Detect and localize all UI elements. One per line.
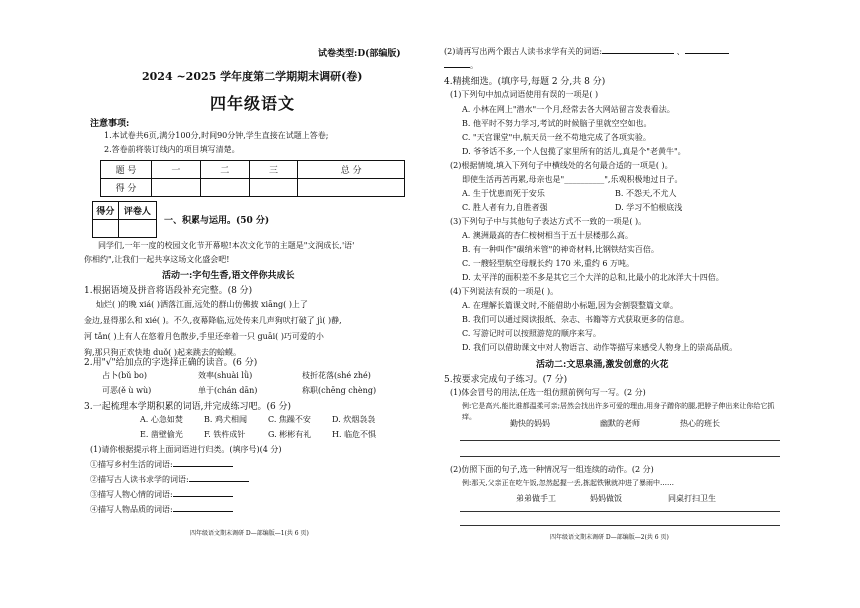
q4-2-option[interactable]: B. 不怨天,不尤人 (615, 189, 677, 198)
q1-line2: 金边,显得那么和 xié( )。不久,夜幕降临,远处传来几声狗吠打破了 jì( )静, (84, 316, 342, 325)
score-cell[interactable] (152, 179, 201, 197)
answer-line[interactable] (460, 456, 780, 457)
score-table-header: 一 (152, 161, 201, 179)
score-cell[interactable] (249, 179, 298, 197)
page-footer-1: 四年级语文期末调研 D—部编版—1(共 6 页) (190, 530, 309, 537)
q3-word: F. 铁杵成针 (204, 430, 246, 439)
answer-blank[interactable] (173, 511, 233, 512)
q3-2-instruction: (2)请再写出两个跟古人读书求学有关的词语: 、 (444, 46, 729, 57)
answer-blank[interactable] (602, 53, 674, 54)
note-1: 1.本试卷共6页,满分100分,时间90分钟,学生直接在试题上答卷; (104, 131, 329, 140)
q2-item[interactable]: 枝折花落(shé zhé) (302, 371, 371, 380)
q3-word: D. 炊烟袅袅 (332, 415, 376, 424)
q4-3-option[interactable]: D. 太平洋的面积差不多是其它三个大洋的总和,比最小的北冰洋大十四倍。 (462, 273, 724, 282)
grader-label: 评卷人 (118, 202, 156, 220)
question-5: 5.按要求完成句子练习。(7 分) (444, 375, 568, 385)
q3-word: B. 鸡犬相闻 (204, 415, 247, 424)
q5-1-choice[interactable]: 勤快的妈妈 (510, 419, 550, 428)
q3-word: C. 焦躁不安 (268, 415, 311, 424)
q4-3-option[interactable]: A. 澳洲最高的杏仁桉树相当于五十层楼那么高。 (462, 231, 633, 240)
q4-4-option[interactable]: C. 写游记时可以按照游览的顺序来写。 (462, 329, 601, 338)
part1-intro-line2: 你相约",让我们一起共享这场文化盛会吧! (84, 255, 230, 264)
q5-1-example: 例:它是高兴,能比谁都温柔可亲;居然会找出许多可爱的理由,用身子蹭你的腿,把脖子伸出来让你给它抓痒。 (462, 402, 775, 421)
q5-2-choice[interactable]: 弟弟做手工 (516, 494, 556, 503)
q4-2-option[interactable]: C. 胜人者有力,自胜者强 (462, 203, 548, 212)
q4-1-option[interactable]: D. 爷爷话不多,一个人包揽了家里所有的活儿,真是个"老黄牛"。 (462, 147, 686, 156)
q2-item[interactable]: 单于(chán dān) (198, 386, 258, 395)
score-cell[interactable] (200, 179, 249, 197)
q4-4-option[interactable]: D. 我们可以借助课文中对人物语言、动作等描写来感受人物身上的崇高品质。 (462, 343, 738, 352)
question-3: 3.一起梳理本学期积累的词语,并完成练习吧。(6 分) (84, 402, 292, 412)
q3-1-item: ④描写人物品质的词语: (90, 504, 233, 515)
q3-2-tail: 。 (444, 60, 478, 71)
q1-line4: 狗,那只狗正欢快地 duǒ( )起来跳去的蛤蟆。 (84, 348, 241, 357)
page-footer-2: 四年级语文期末调研 D—部编版—2(共 6 页) (550, 534, 669, 541)
q4-4-option[interactable]: B. 我们可以通过阅读报纸、杂志、书籍等方式获取更多的信息。 (462, 315, 689, 324)
note-2: 2.答卷前将装订线内的项目填写清楚。 (104, 145, 240, 154)
q5-2-choice[interactable]: 同桌打扫卫生 (668, 494, 716, 503)
exam-page-1 (80, 0, 425, 608)
answer-line[interactable] (460, 511, 780, 512)
score-cell[interactable] (298, 179, 405, 197)
q2-item[interactable]: 效率(shuài lǜ) (198, 371, 253, 380)
q3-1-instruction: (1)请你根据提示将上面词语进行归类。(填序号)(4 分) (90, 445, 282, 454)
q4-2-stem: 即使生活再苦再累,母亲也是"__________",乐观积极地过日子。 (462, 175, 683, 184)
grader-score-label: 得分 (93, 202, 119, 220)
q3-word: E. 凿壁偷光 (140, 430, 183, 439)
q4-4-option[interactable]: A. 在理解长篇课文时,不能借助小标题,因为会割裂整篇文章。 (462, 301, 678, 310)
q2-item[interactable]: 占卜(bǔ bo) (102, 371, 147, 380)
grader-score-cell[interactable] (93, 220, 119, 238)
notes-heading: 注意事项: (90, 119, 130, 129)
q5-2-choice[interactable]: 妈妈做饭 (590, 494, 622, 503)
grader-box (92, 201, 157, 238)
q4-1: (1)下列句中加点词语使用有误的一项是( ) (450, 90, 599, 99)
q3-1-item: ①描写乡村生活的词语: (90, 459, 233, 470)
q5-2-example: 例:那天,父亲正在吃午饭,忽然起握一丢,拣起铁锹就冲进了暴雨中…… (462, 479, 675, 487)
q4-2: (2)根据情境,填入下列句子中横线处的名句最合适的一项是( )。 (450, 161, 673, 170)
question-1: 1.根据语境及拼音将语段补充完整。(8 分) (84, 286, 253, 296)
q3-1-item: ②描写古人读书求学的词语: (90, 474, 249, 485)
answer-blank[interactable] (173, 466, 233, 467)
q4-4: (4)下列说法有误的一项是( )。 (450, 287, 559, 296)
q5-2: (2)仿照下面的句子,选一种情况写一组连续的动作。(2 分) (450, 465, 654, 474)
q5-1: (1)体会冒号的用法,任选一组仿照前例句写一写。(2 分) (450, 388, 646, 397)
q3-word: G. 彬彬有礼 (268, 430, 312, 439)
answer-blank[interactable] (685, 53, 729, 54)
score-table-header: 题 号 (101, 161, 152, 179)
grader-cell[interactable] (118, 220, 156, 238)
q1-line1: 灿烂( )的晚 xiá( )洒落江面,远处的群山仿佛披 xiāng( )上了 (96, 300, 308, 309)
q2-item[interactable]: 称职(chēng chèng) (302, 386, 377, 395)
activity2-title: 活动二:文思泉涌,激发创意的火花 (536, 360, 669, 370)
answer-line[interactable] (460, 440, 780, 441)
q3-word: H. 临危不惧 (332, 430, 377, 439)
q4-2-option[interactable]: D. 学习不怕根底浅 (615, 203, 683, 212)
subject-title: 四年级语文 (210, 94, 296, 113)
q3-1-item: ③描写人物心情的词语: (90, 489, 233, 500)
q4-1-option[interactable]: B. 他平时不努力学习,考试的时候脑子里就空空如也。 (462, 119, 652, 128)
q3-word: A. 心急如焚 (140, 415, 183, 424)
answer-blank[interactable] (189, 481, 249, 482)
q2-item[interactable]: 可恶(ě ù wù) (102, 386, 152, 395)
q4-3-option[interactable]: B. 有一种叫作"碳纳米管"的神奇材料,比钢铁结实百倍。 (462, 245, 659, 254)
score-table-header: 二 (200, 161, 249, 179)
score-table-header: 总 分 (298, 161, 405, 179)
part1-title: 一、积累与运用。(50 分) (164, 216, 270, 226)
q1-line3: 河 tǎn( )上有人在悠着月色散步,手里还牵着一只 guāi( )巧可爱的小 (84, 332, 324, 341)
score-table-header: 三 (249, 161, 298, 179)
q4-3-option[interactable]: C. 一艘轻型航空母舰长约 170 米,重约 6 万吨。 (462, 259, 634, 268)
score-table-label: 得 分 (101, 179, 152, 197)
answer-blank[interactable] (173, 496, 233, 497)
question-2: 2.用"√"给加点的字选择正确的读音。(6 分) (84, 358, 258, 368)
q5-1-choice[interactable]: 热心的班长 (680, 419, 720, 428)
score-table (100, 160, 405, 197)
q4-1-option[interactable]: C. "天宫课堂"中,航天员一丝不苟地完成了各项实验。 (462, 133, 651, 142)
exam-title: 2024 ~2025 学年度第二学期期末调研(卷) (142, 70, 363, 83)
part1-intro-line1: 同学们,一年一度的校园文化节开幕啦!本次文化节的主题是"文润成长,'语' (98, 241, 355, 250)
answer-blank[interactable] (444, 67, 470, 68)
activity1-title: 活动一:字句生香,语文伴你共成长 (162, 271, 295, 281)
answer-line[interactable] (460, 525, 780, 526)
q5-1-choice[interactable]: 幽默的老师 (600, 419, 640, 428)
q4-2-option[interactable]: A. 生于忧患而死于安乐 (462, 189, 545, 198)
question-4: 4.精挑细选。(填序号,每题 2 分,共 8 分) (444, 77, 606, 87)
exam-page-2 (440, 0, 785, 608)
paper-type: 试卷类型:D(部编版) (318, 49, 401, 59)
q4-1-option[interactable]: A. 小林在网上"潜水"一个月,经常去各大网站留言发表看法。 (462, 105, 675, 114)
q4-3: (3)下列句子中与其他句子表达方式不一致的一项是( )。 (450, 217, 647, 226)
